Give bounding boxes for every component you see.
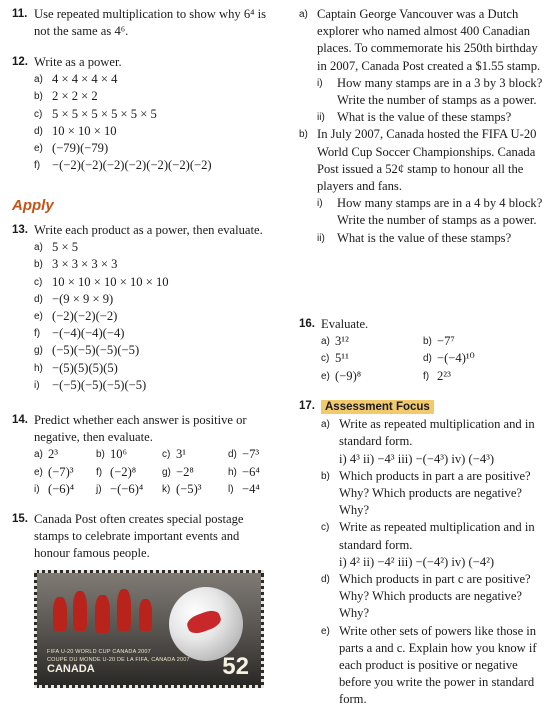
item-label: h) bbox=[228, 466, 237, 478]
item-label: d) bbox=[423, 353, 432, 365]
sub-item bbox=[34, 377, 276, 394]
grid-item bbox=[228, 446, 288, 463]
item-label: f) bbox=[34, 328, 41, 340]
question-16 bbox=[299, 316, 544, 385]
item-label: c) bbox=[162, 449, 171, 461]
grid-item bbox=[321, 350, 423, 367]
part-c bbox=[321, 519, 544, 553]
item-text: How many stamps are in a 4 by 4 block? Write the number of stamps as a power. bbox=[337, 196, 543, 228]
item-label: e) bbox=[321, 370, 330, 382]
item-text: What is the value of these stamps? bbox=[337, 230, 512, 245]
sub-item bbox=[34, 308, 276, 325]
item-label: d) bbox=[34, 293, 43, 305]
item-label: a) bbox=[321, 336, 330, 348]
item-text: −(−2)(−2)(−2)(−2)(−2)(−2)(−2) bbox=[52, 158, 212, 173]
item-text: 3¹ bbox=[176, 447, 187, 462]
item-text: Captain George Vancouver was a Dutch explorer who named almost 400 Canadian places. To commemorate his 250th birthday in 2007, Canada Post created a $1.55 stamp. bbox=[317, 7, 541, 73]
item-label: b) bbox=[321, 470, 330, 482]
item-text: (−5)(−5)(−5)(−5) bbox=[52, 343, 140, 358]
part-b bbox=[299, 126, 544, 195]
part-a bbox=[299, 6, 544, 75]
question-text: Canada Post often creates special postage stamps to celebrate important events and honour famous people. bbox=[34, 512, 244, 561]
sub-item bbox=[34, 140, 276, 157]
item-text: −(−6)⁴ bbox=[110, 481, 144, 496]
item-text: Which products in part c are positive? Why? Which products are negative? Why? bbox=[339, 572, 531, 621]
sub-item bbox=[34, 157, 276, 174]
player-figure bbox=[117, 589, 131, 631]
part-b-ii bbox=[317, 230, 544, 247]
sub-item bbox=[34, 106, 276, 123]
question-11 bbox=[12, 6, 276, 40]
item-text: 10 × 10 × 10 bbox=[52, 123, 117, 138]
item-text: 3¹² bbox=[335, 334, 349, 349]
part-d bbox=[321, 571, 544, 623]
item-label: i) bbox=[317, 198, 323, 210]
section-heading-apply: Apply bbox=[12, 197, 54, 214]
question-14 bbox=[12, 412, 276, 498]
item-label: c) bbox=[34, 276, 43, 288]
sub-item bbox=[34, 256, 276, 273]
question-number: 16. bbox=[299, 318, 315, 330]
item-label: e) bbox=[34, 311, 43, 323]
item-label: g) bbox=[162, 466, 171, 478]
item-text: −2⁸ bbox=[176, 464, 194, 479]
sub-item bbox=[34, 291, 276, 308]
item-label: a) bbox=[321, 419, 330, 431]
sub-item bbox=[34, 274, 276, 291]
assessment-title-wrap bbox=[321, 398, 544, 416]
grid-item bbox=[423, 333, 523, 350]
soccer-ball-icon bbox=[169, 587, 243, 661]
player-figure bbox=[95, 595, 110, 633]
item-text: Write other sets of powers like those in parts a and c. Explain how you know if each product is positive or negative before you write the power in standard form. bbox=[339, 623, 537, 707]
item-label: g) bbox=[34, 345, 43, 357]
grid-item bbox=[423, 350, 523, 367]
item-text: −(−4)¹⁰ bbox=[437, 351, 475, 366]
player-figure bbox=[139, 599, 152, 631]
item-text: 2 × 2 × 2 bbox=[52, 89, 98, 104]
item-label: d) bbox=[321, 574, 330, 586]
item-label: e) bbox=[321, 625, 330, 637]
item-label: j) bbox=[96, 483, 102, 495]
item-text: Write as repeated multiplication and in standard form. bbox=[339, 520, 535, 552]
stamp-value: 52 bbox=[222, 653, 249, 680]
item-text: 5 × 5 × 5 × 5 × 5 × 5 bbox=[52, 106, 157, 121]
stamp-caption-french: COUPE DU MONDE U-20 DE LA FIFA, CANADA 2007 bbox=[47, 657, 190, 663]
grid-item bbox=[228, 481, 288, 498]
question-number: 14. bbox=[12, 414, 28, 426]
question-number: 15. bbox=[12, 513, 28, 525]
item-label: i) bbox=[317, 77, 323, 89]
part-a-ii bbox=[317, 109, 544, 126]
question-number: 12. bbox=[12, 56, 28, 68]
grid-item bbox=[96, 481, 162, 498]
item-text: In July 2007, Canada hosted the FIFA U-20 World Cup Soccer Championships. Canada Post issued a 52¢ stamp to honour all the players and fans. bbox=[317, 127, 537, 194]
grid-item bbox=[162, 446, 228, 463]
sub-item bbox=[34, 325, 276, 342]
item-label: h) bbox=[34, 362, 43, 374]
item-text: (−7)³ bbox=[48, 464, 74, 479]
answer-grid bbox=[321, 333, 544, 385]
player-figure bbox=[53, 597, 67, 631]
item-label: f) bbox=[423, 370, 430, 382]
question-text: Write each product as a power, then evaluate. bbox=[34, 223, 263, 237]
part-a bbox=[321, 416, 544, 450]
item-label: a) bbox=[34, 449, 43, 461]
item-text: 5¹¹ bbox=[335, 351, 349, 366]
item-text: 10 × 10 × 10 × 10 × 10 bbox=[52, 274, 169, 289]
item-label: l) bbox=[228, 483, 234, 495]
stamp-country: CANADA bbox=[47, 663, 95, 675]
stamp-caption-english: FIFA U-20 WORLD CUP CANADA 2007 bbox=[47, 649, 151, 655]
grid-item bbox=[321, 368, 423, 385]
item-text: How many stamps are in a 3 by 3 block? Write the number of stamps as a power. bbox=[337, 75, 543, 108]
item-text: −(5)(5)(5)(5) bbox=[52, 360, 118, 375]
assessment-focus-title: Assessment Focus bbox=[321, 400, 434, 414]
item-text: (−79)(−79) bbox=[52, 141, 109, 156]
part-b-i bbox=[317, 195, 544, 229]
item-label: b) bbox=[34, 259, 43, 271]
item-label: a) bbox=[34, 242, 43, 254]
grid-item bbox=[228, 464, 288, 481]
fifa-stamp-image bbox=[34, 570, 264, 688]
item-label: a) bbox=[34, 74, 43, 86]
part-c-list: i) 4² ii) −4² iii) −(−4²) iv) (−4²) bbox=[339, 554, 495, 569]
item-label: d) bbox=[228, 449, 237, 461]
sub-item bbox=[34, 342, 276, 359]
sub-item bbox=[34, 71, 276, 88]
sub-item bbox=[34, 88, 276, 105]
item-label: b) bbox=[96, 449, 105, 461]
item-label: b) bbox=[34, 91, 43, 103]
question-number: 13. bbox=[12, 224, 28, 236]
item-text: −(−4)(−4)(−4) bbox=[52, 326, 125, 341]
grid-item bbox=[96, 446, 162, 463]
item-text: −6⁴ bbox=[242, 464, 260, 479]
item-text: 4 × 4 × 4 × 4 bbox=[52, 72, 118, 87]
item-text: −4⁴ bbox=[242, 481, 260, 496]
grid-item bbox=[34, 464, 96, 481]
part-e bbox=[321, 623, 544, 709]
question-text: Predict whether each answer is positive or negative, then evaluate. bbox=[34, 413, 247, 445]
question-15 bbox=[12, 511, 276, 563]
item-label: k) bbox=[162, 483, 171, 495]
item-label: e) bbox=[34, 466, 43, 478]
question-number: 11. bbox=[12, 8, 28, 20]
grid-item bbox=[34, 446, 96, 463]
item-text: What is the value of these stamps? bbox=[337, 110, 512, 125]
question-12 bbox=[12, 54, 276, 174]
item-text: 5 × 5 bbox=[52, 240, 78, 255]
item-text: (−2)⁸ bbox=[110, 464, 137, 479]
item-text: Which products in part a are positive? Why? Which products are negative? Why? bbox=[339, 468, 531, 518]
item-label: d) bbox=[34, 125, 43, 137]
question-15-parts bbox=[299, 6, 544, 247]
item-label: c) bbox=[321, 353, 330, 365]
question-17 bbox=[299, 398, 544, 709]
question-text: Write as a power. bbox=[34, 55, 122, 69]
question-number: 17. bbox=[299, 400, 315, 412]
grid-item bbox=[96, 464, 162, 481]
item-label: a) bbox=[299, 9, 308, 20]
part-b bbox=[321, 468, 544, 520]
item-text: (−5)³ bbox=[176, 481, 202, 496]
item-text: −(−5)(−5)(−5)(−5) bbox=[52, 377, 147, 392]
player-figure bbox=[73, 591, 87, 631]
grid-item bbox=[321, 333, 423, 350]
item-label: f) bbox=[96, 466, 103, 478]
item-label: b) bbox=[423, 336, 432, 348]
sub-item bbox=[34, 360, 276, 377]
part-a-list: i) 4³ ii) −4³ iii) −(−4³) iv) (−4³) bbox=[339, 451, 495, 466]
item-text: 2³ bbox=[48, 447, 59, 462]
item-label: c) bbox=[321, 522, 330, 534]
item-label: i) bbox=[34, 483, 40, 495]
answer-grid bbox=[34, 446, 276, 498]
item-text: Write as repeated multiplication and in standard form. bbox=[339, 417, 535, 449]
sub-item bbox=[34, 239, 276, 256]
item-label: e) bbox=[34, 143, 43, 155]
grid-item bbox=[423, 368, 523, 385]
item-label: b) bbox=[299, 129, 308, 141]
grid-item bbox=[34, 481, 96, 498]
item-text: (−9)⁸ bbox=[335, 368, 362, 383]
item-text: −(9 × 9 × 9) bbox=[52, 291, 114, 306]
item-text: 10⁶ bbox=[110, 447, 127, 462]
item-text: (−6)⁴ bbox=[48, 481, 75, 496]
item-label: i) bbox=[34, 379, 40, 391]
item-text: (−2)(−2)(−2) bbox=[52, 309, 118, 324]
item-label: ii) bbox=[317, 112, 325, 124]
question-text: Evaluate. bbox=[321, 317, 369, 331]
part-a-i bbox=[317, 75, 544, 109]
item-label: c) bbox=[34, 108, 43, 120]
item-label: f) bbox=[34, 160, 41, 172]
item-label: ii) bbox=[317, 232, 325, 244]
item-text: −7⁷ bbox=[437, 334, 455, 349]
item-text: −7³ bbox=[242, 447, 260, 462]
question-text: Use repeated multiplication to show why 6⁴ is not the same as 4⁶. bbox=[34, 7, 267, 39]
item-text: 2²³ bbox=[437, 368, 451, 383]
question-13 bbox=[12, 222, 276, 394]
grid-item bbox=[162, 464, 228, 481]
item-text: 3 × 3 × 3 × 3 bbox=[52, 257, 118, 272]
grid-item bbox=[162, 481, 228, 498]
sub-item bbox=[34, 123, 276, 140]
